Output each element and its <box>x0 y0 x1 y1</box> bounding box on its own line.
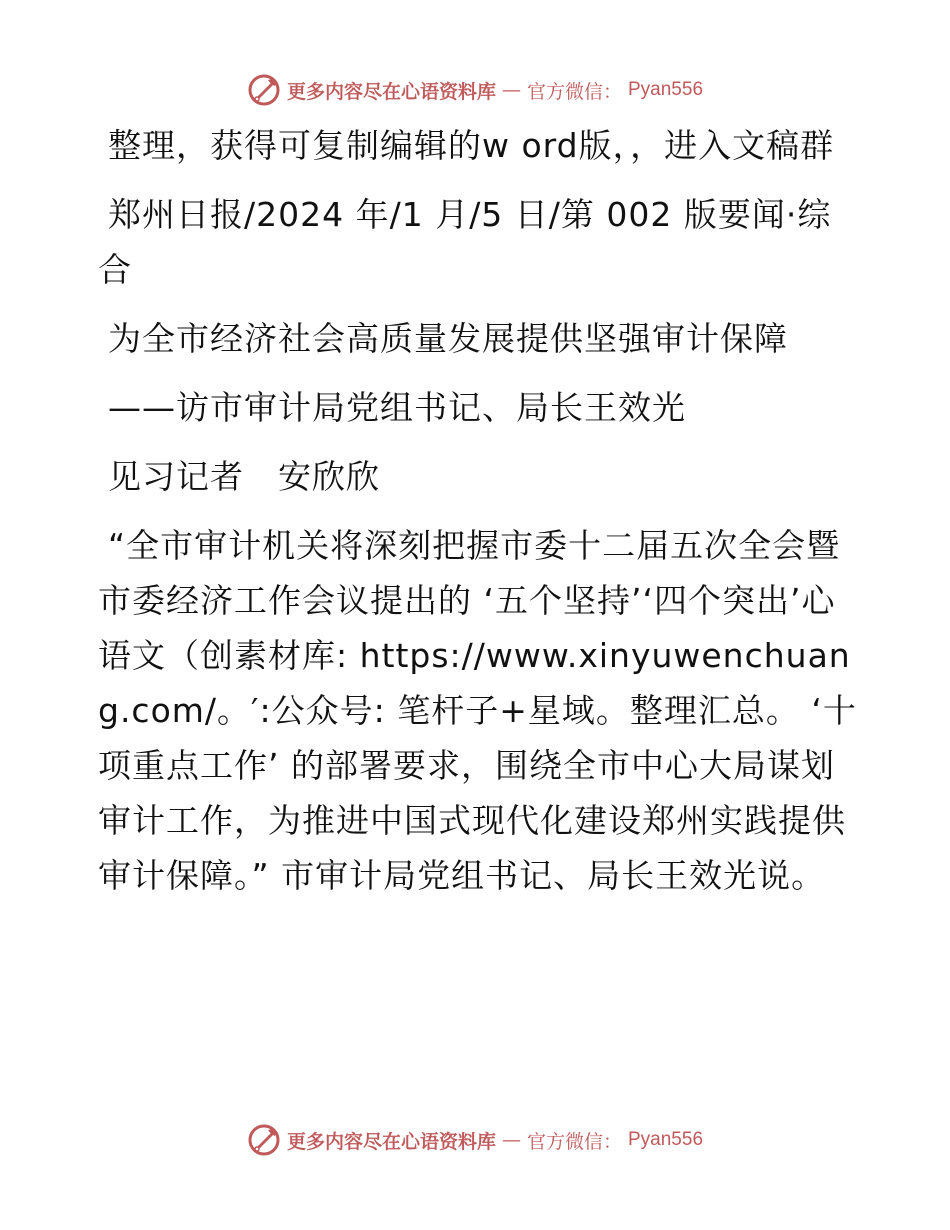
banner-wechat-label: 官方微信： <box>526 1130 622 1153</box>
doc-intro-line: 整理，获得可复制编辑的w ord版，，进入文稿群 <box>108 126 835 165</box>
doc-body-paragraph: “全市审计机关将深刻把握市委十二届五次全会暨市委经济工作会议提出的 ‘五个坚持’‘四个突出’心语文（创素材库: https://www.xinyuwenchuang.com/。′:公众号: 笔杆子+星域。整理汇总。 ‘十项重点工作’ 的部署要求，围绕全市中心大局谋划审计工作，为推进中国式现代化建设郑州实践提供审计保障。” 市审计局党组书记、局长王效光说。 <box>98 526 857 895</box>
banner-content <box>247 73 703 107</box>
document-body <box>98 118 858 917</box>
doc-byline: 见习记者 安欣欣 <box>108 457 380 496</box>
doc-subheadline: ——访市审计局党组书记、局长王效光 <box>108 388 686 427</box>
quill-pen-logo-icon <box>247 1123 281 1157</box>
banner-brand-text: 更多内容尽在心语资料库 <box>286 1130 496 1153</box>
quill-pen-logo-icon <box>247 73 281 107</box>
doc-source-line: 郑州日报/2024 年/1 月/5 日/第 002 版要闻·综合 <box>98 195 832 289</box>
banner-wechat-label: 官方微信： <box>526 80 622 103</box>
banner-content <box>247 1123 703 1157</box>
banner-brand-text: 更多内容尽在心语资料库 <box>286 80 496 103</box>
doc-headline: 为全市经济社会高质量发展提供坚强审计保障 <box>108 319 788 358</box>
banner-wechat-id: Pyan556 <box>628 79 704 100</box>
banner-separator: — <box>501 1129 521 1151</box>
header-watermark-banner <box>0 70 950 110</box>
banner-wechat-id: Pyan556 <box>628 1129 704 1150</box>
footer-watermark-banner <box>0 1120 950 1160</box>
banner-separator: — <box>501 79 521 101</box>
